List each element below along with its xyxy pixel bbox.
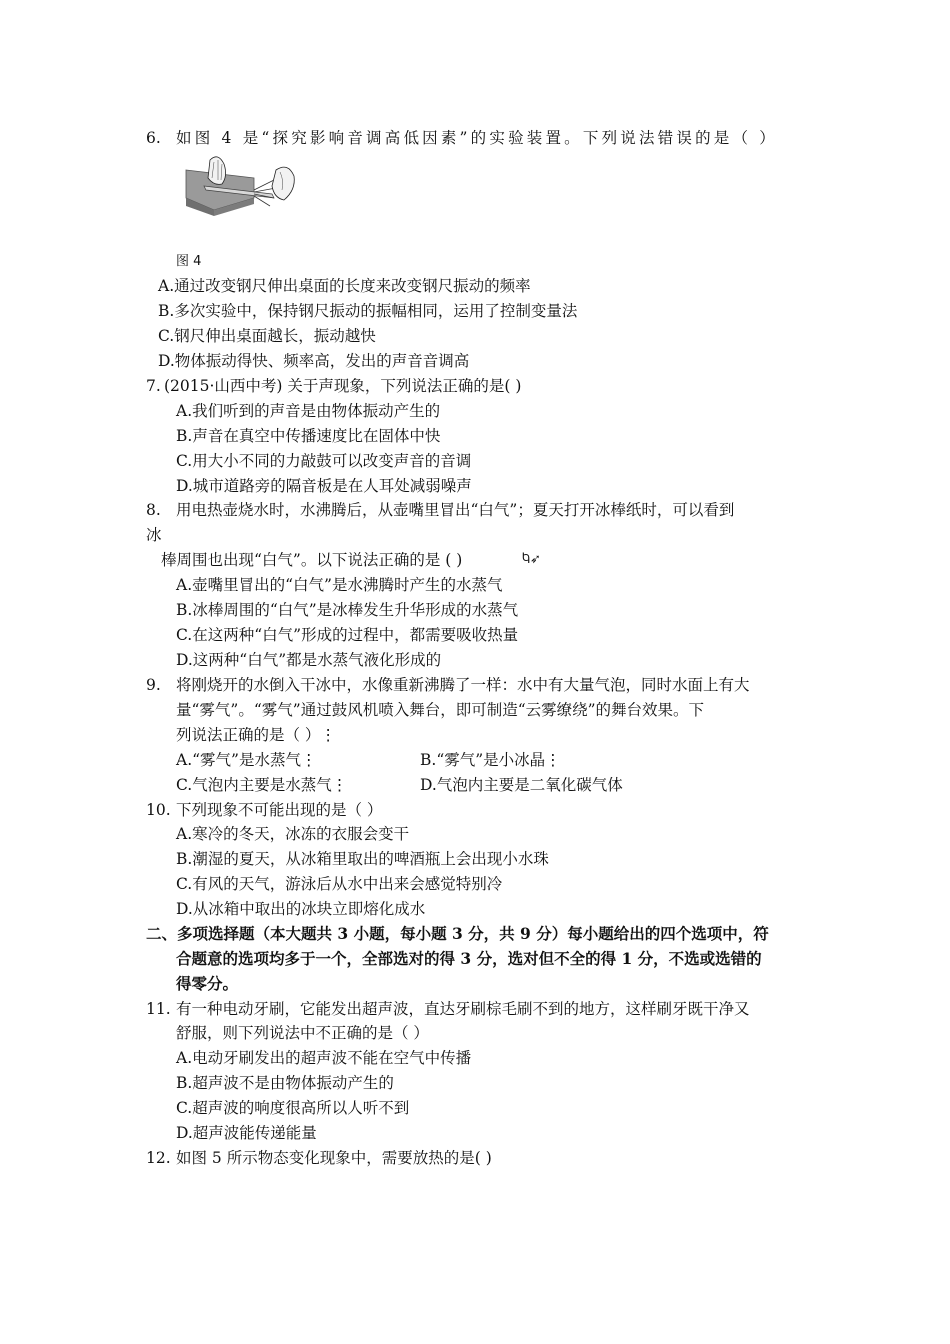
q10-number: 10. [146, 801, 171, 819]
q8-option-c: C.在这两种“白气”形成的过程中，都需要吸收热量 [176, 626, 519, 644]
q8-option-d: D.这两种“白气”都是水蒸气液化形成的 [176, 651, 442, 669]
q8-option-b: B.冰棒周围的“白气”是冰棒发生升华形成的水蒸气 [176, 601, 519, 619]
section2-heading-line1: 二、多项选择题（本大题共 3 小题，每小题 3 分，共 9 分）每小题给出的四个选项中，符 [146, 924, 769, 943]
q6-figure-ruler-experiment [184, 150, 300, 218]
q9-number: 9. [146, 676, 161, 694]
q8-stem-line2: 冰 [146, 526, 162, 544]
q10-option-a: A.寒冷的冬天，冰冻的衣服会变干 [176, 825, 410, 843]
q9-option-d: D.气泡内主要是二氧化碳气体 [420, 776, 623, 794]
q7-option-b: B.声音在真空中传播速度比在固体中快 [176, 427, 441, 445]
q6-option-a: A.通过改变钢尺伸出桌面的长度来改变钢尺振动的频率 [158, 277, 531, 295]
q10-stem: 下列现象不可能出现的是（ ） [176, 801, 383, 819]
section2-heading-line2: 合题意的选项均多于一个，全部选对的得 3 分，选对但不全的得 1 分，不选或选错的 [176, 949, 762, 968]
q12-number: 12. [146, 1149, 171, 1167]
q11-number: 11. [146, 1000, 171, 1018]
q11-stem-line1: 有一种电动牙刷，它能发出超声波，直达牙刷棕毛刷不到的地方，这样刷牙既干净又 [176, 1000, 750, 1018]
q9-option-c: C.气泡内主要是水蒸气⋮ [176, 776, 348, 794]
q8-stem-line3: 棒周围也出现“白气”。以下说法正确的是 ( ) [161, 551, 463, 569]
q6-number: 6. [146, 129, 161, 147]
q6-stem: 如图 4 是“探究影响音调高低因素”的实验装置。下列说法错误的是（ ） [176, 129, 778, 147]
q10-option-b: B.潮湿的夏天，从冰箱里取出的啤酒瓶上会出现小水珠 [176, 850, 549, 868]
q6-option-b: B.多次实验中，保持钢尺振动的振幅相同，运用了控制变量法 [158, 302, 578, 320]
q9-option-b: B.“雾气”是小冰晶⋮ [420, 751, 561, 769]
q9-stem-line1: 将刚烧开的水倒入干冰中，水像重新沸腾了一样：水中有大量气泡，同时水面上有大 [176, 676, 750, 694]
q11-option-a: A.电动牙刷发出的超声波不能在空气中传播 [176, 1049, 472, 1067]
section2-heading-line3: 得零分。 [176, 974, 239, 993]
q6-option-c: C.钢尺伸出桌面越长，振动越快 [158, 327, 376, 345]
q6-option-d: D.物体振动得快、频率高，发出的声音音调高 [158, 352, 470, 370]
q12-stem: 如图 5 所示物态变化现象中，需要放热的是( ) [176, 1149, 492, 1167]
q9-option-a: A.“雾气”是水蒸气⋮ [176, 751, 317, 769]
q10-option-d: D.从冰箱中取出的冰块立即熔化成水 [176, 900, 426, 918]
q7-option-a: A.我们听到的声音是由物体振动产生的 [176, 402, 441, 420]
q7-number: 7. [146, 377, 161, 395]
q11-option-d: D.超声波能传递能量 [176, 1124, 317, 1142]
q11-option-b: B.超声波不是由物体振动产生的 [176, 1074, 394, 1092]
q7-stem: (2015·山西中考) 关于声现象，下列说法正确的是( ) [164, 377, 522, 395]
q8-number: 8. [146, 501, 161, 519]
q11-option-c: C.超声波的响度很高所以人听不到 [176, 1099, 410, 1117]
q11-stem-line2: 舒服，则下列说法中不正确的是（ ） [176, 1024, 429, 1042]
q7-option-d: D.城市道路旁的隔音板是在人耳处减弱噪声 [176, 477, 472, 495]
q6-figure-caption: 图 4 [176, 254, 202, 269]
q9-stem-line2: 量“雾气”。“雾气”通过鼓风机喷入舞台，即可制造“云雾缭绕”的舞台效果。下 [176, 701, 705, 719]
q8-option-a: A.壶嘴里冒出的“白气”是水沸腾时产生的水蒸气 [176, 576, 503, 594]
q8-stem-tail-glyph: Ⴉ➶ [522, 552, 541, 567]
q9-stem-line3: 列说法正确的是（ ）⋮ [176, 726, 336, 744]
q8-stem-line1: 用电热壶烧水时，水沸腾后，从壶嘴里冒出“白气”；夏天打开冰棒纸时，可以看到 [176, 501, 735, 519]
q10-option-c: C.有风的天气，游泳后从水中出来会感觉特别冷 [176, 875, 503, 893]
q7-option-c: C.用大小不同的力敲鼓可以改变声音的音调 [176, 452, 472, 470]
